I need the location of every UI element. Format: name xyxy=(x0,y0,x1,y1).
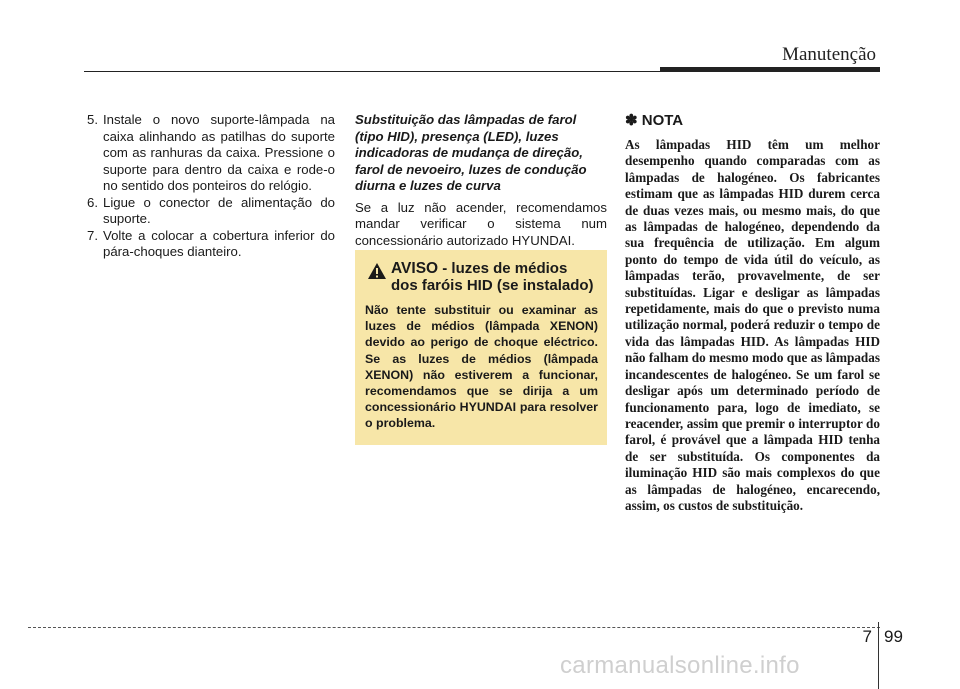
step-number: 5. xyxy=(87,112,98,127)
step-item xyxy=(83,228,335,261)
watermark: carmanualsonline.info xyxy=(560,652,800,679)
step-text: Ligue o conector de alimentação do suporte. xyxy=(103,194,335,226)
page-number: 99 xyxy=(884,627,903,646)
replacement-column xyxy=(355,112,607,249)
warning-triangle-icon xyxy=(367,262,387,280)
warning-text: Não tente substituir ou examinar as luzes de médios (lâmpada XENON) devido ao perigo de choque eléctrico. Se as luzes de médios (lâmpada XENON) não estiverem a funcionar, recomendamos que se dirija a um concessionário HYUNDAI para resolver o problema. xyxy=(365,303,598,431)
warning-title xyxy=(391,260,598,294)
header-rule-thick xyxy=(660,67,880,72)
step-item xyxy=(83,195,335,228)
section-body-text: Se a luz não acender, recomendamos mandar verificar o sistema num concessionário autorizado HYUNDAI. xyxy=(355,199,607,248)
warning-subtitle: - luzes de médios dos faróis HID (se instalado) xyxy=(391,260,594,294)
header-rule-thin xyxy=(84,71,684,72)
footer-divider xyxy=(28,627,880,628)
step-text: Volte a colocar a cobertura inferior do pára-choques dianteiro. xyxy=(103,227,335,259)
step-number: 7. xyxy=(87,227,98,243)
warning-header xyxy=(365,260,598,294)
warning-label: AVISO xyxy=(391,260,439,277)
chapter-number: 7 xyxy=(862,627,872,646)
warning-box xyxy=(355,250,607,445)
nota-column xyxy=(625,112,880,514)
steps-column xyxy=(83,112,335,261)
nota-heading: ✽ NOTA xyxy=(625,112,684,129)
footer-vertical-rule xyxy=(878,622,879,689)
step-number: 6. xyxy=(87,194,98,210)
step-text: Instale o novo suporte-lâmpada na caixa alinhando as patilhas do suporte com as ranhuras da caixa. Pressione o suporte para dentro da caixa e rode-o no sentido dos ponteiros do relógio. xyxy=(103,112,335,193)
page-header-title: Manutenção xyxy=(782,44,876,65)
nota-text: As lâmpadas HID têm um melhor desempenho quando comparadas com as lâmpadas de halogéneo. Os fabricantes estimam que as lâmpadas HID durem cerca de duas vezes mais, ou mesmo mais, do que as lâmpadas de halogéneo, dependendo da sua frequência de utilização. Em algum ponto do tempo de vida útil do veículo, as lâmpadas terão, provavelmente, de ser substituídas. Ligar e desligar as lâmpadas repetidamente, mais do que o previsto numa utilização normal, poderá reduzir o tempo de vida das lâmpadas HID. As lâmpadas HID não falham do mesmo modo que as lâmpadas incandescentes de halogéneo. Se um farol se desligar após um determinado período de funcionamento para, logo de imediato, se reacender, assim que premir o interruptor do farol, é provável que a lâmpada HID tenha de ser substituída. Os componentes da iluminação HID são mais complexos do que as lâmpadas de halogéneo, encarecendo, assim, os custos de substituição. xyxy=(625,137,880,513)
section-subheading: Substituição das lâmpadas de farol (tipo HID), presença (LED), luzes indicadoras de mudança de direção, farol de nevoeiro, luzes de condução diurna e luzes de curva xyxy=(355,112,587,193)
step-item xyxy=(83,112,335,195)
